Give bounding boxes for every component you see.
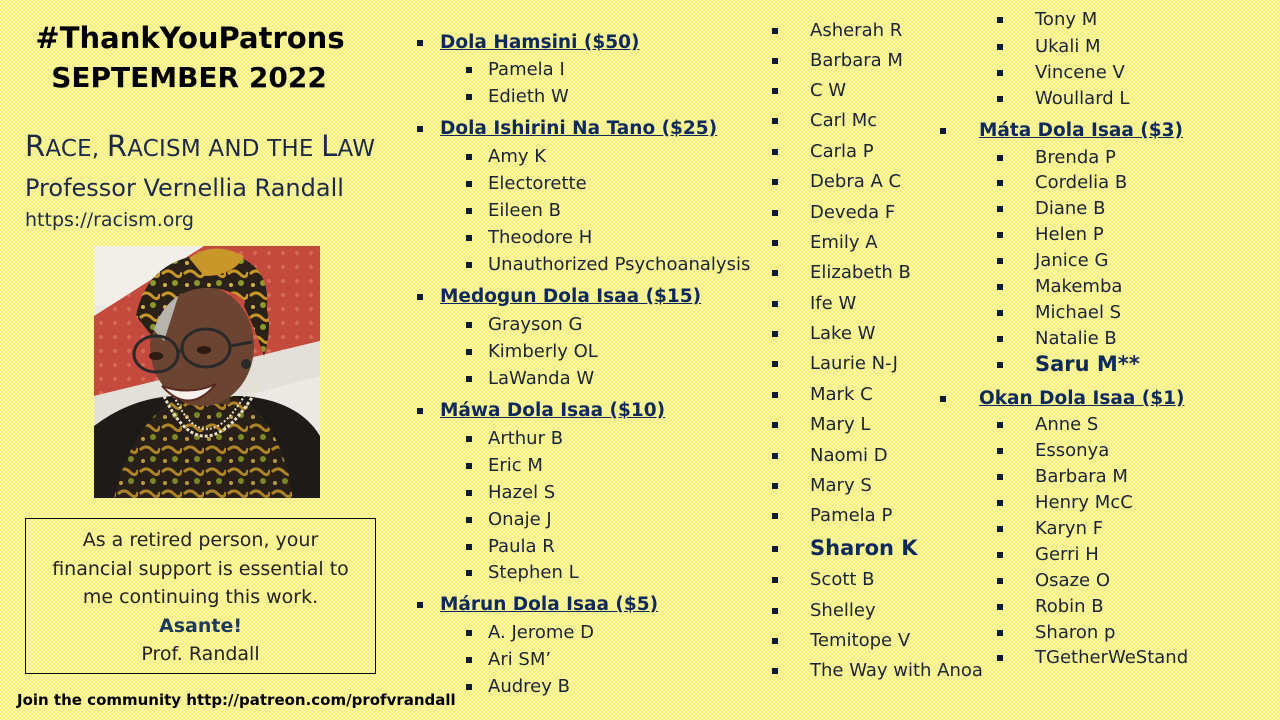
name-bullet-icon	[466, 322, 472, 328]
tier-bullet-icon	[940, 396, 946, 402]
name-bullet-icon	[997, 552, 1003, 558]
name-bullet-icon	[997, 422, 1003, 428]
name-bullet-icon	[466, 517, 472, 523]
patron-name-naomi-d: Naomi D	[810, 445, 888, 466]
name-bullet-icon	[997, 336, 1003, 342]
name-bullet-icon	[466, 262, 472, 268]
patron-name-carl-mc: Carl Mc	[810, 110, 878, 131]
name-bullet-icon	[997, 155, 1003, 161]
portrait-illustration	[94, 246, 320, 498]
name-bullet-icon	[772, 546, 778, 552]
note-line-1: As a retired person, your	[82, 529, 319, 551]
patron-name-vincene-v: Vincene V	[1035, 62, 1125, 83]
month-title: SEPTEMBER 2022	[51, 61, 327, 94]
name-bullet-icon	[997, 180, 1003, 186]
patron-name-diane-b: Diane B	[1035, 198, 1106, 219]
hashtag-title: #ThankYouPatrons	[35, 21, 345, 55]
note-signature: Prof. Randall	[141, 643, 260, 665]
name-bullet-icon	[772, 608, 778, 614]
tier-heading-okan-dola-isaa-1: Okan Dola Isaa ($1)	[979, 388, 1185, 409]
name-bullet-icon	[997, 96, 1003, 102]
patron-name-janice-g: Janice G	[1035, 250, 1109, 271]
name-bullet-icon	[772, 118, 778, 124]
name-bullet-icon	[997, 655, 1003, 661]
note-thanks: Asante!	[159, 614, 242, 637]
patron-name-laurie-n-j: Laurie N-J	[810, 353, 898, 374]
professor-name: Professor Vernellia Randall	[25, 174, 344, 202]
join-community-link[interactable]: Join the community http://patreon.com/profvrandall	[17, 691, 456, 709]
name-bullet-icon	[997, 232, 1003, 238]
name-bullet-icon	[997, 70, 1003, 76]
tier-heading-m-wa-dola-isaa-10: Máwa Dola Isaa ($10)	[440, 400, 666, 421]
name-bullet-icon	[466, 544, 472, 550]
name-bullet-icon	[466, 463, 472, 469]
patron-name-amy-k: Amy K	[488, 146, 547, 167]
name-bullet-icon	[997, 17, 1003, 23]
patron-name-robin-b: Robin B	[1035, 596, 1104, 617]
patron-name-barbara-m: Barbara M	[810, 50, 903, 71]
patron-name-barbara-m: Barbara M	[1035, 466, 1128, 487]
name-bullet-icon	[997, 284, 1003, 290]
name-bullet-icon	[466, 376, 472, 382]
name-bullet-icon	[466, 684, 472, 690]
patron-name-emily-a: Emily A	[810, 232, 878, 253]
name-bullet-icon	[772, 210, 778, 216]
patron-name-shelley: Shelley	[810, 600, 876, 621]
name-bullet-icon	[772, 483, 778, 489]
patron-name-natalie-b: Natalie B	[1035, 328, 1117, 349]
name-bullet-icon	[772, 392, 778, 398]
name-bullet-icon	[772, 179, 778, 185]
patron-name-essonya: Essonya	[1035, 440, 1110, 461]
course-cap-r2: R	[106, 129, 128, 163]
course-title	[25, 126, 375, 169]
patron-name-anne-s: Anne S	[1035, 414, 1099, 435]
patron-name-arthur-b: Arthur B	[488, 428, 564, 449]
patron-name-carla-p: Carla P	[810, 141, 874, 162]
name-bullet-icon	[772, 422, 778, 428]
tier-bullet-icon	[417, 40, 423, 46]
tier-heading-m-ta-dola-isaa-3: Máta Dola Isaa ($3)	[979, 120, 1183, 141]
tier-bullet-icon	[417, 126, 423, 132]
patron-name-audrey-b: Audrey B	[488, 676, 570, 697]
patron-name-karyn-f: Karyn F	[1035, 518, 1104, 539]
patron-name-debra-a-c: Debra A C	[810, 171, 902, 192]
tier-heading-dola-ishirini-na-tano-25: Dola Ishirini Na Tano ($25)	[440, 118, 718, 139]
patron-name-brenda-p: Brenda P	[1035, 147, 1116, 168]
patron-name-temitope-v: Temitope V	[810, 630, 911, 651]
patron-name-lake-w: Lake W	[810, 323, 876, 344]
patron-name-electorette: Electorette	[488, 173, 587, 194]
name-bullet-icon	[997, 578, 1003, 584]
patron-name-osaze-o: Osaze O	[1035, 570, 1110, 591]
patron-name-sharon-k: Sharon K	[810, 536, 918, 560]
name-bullet-icon	[772, 28, 778, 34]
patron-name-tgetherwestand: TGetherWeStand	[1035, 647, 1189, 668]
patron-name-eric-m: Eric M	[488, 455, 543, 476]
note-line-3: me continuing this work.	[82, 586, 319, 608]
support-note-box	[25, 518, 376, 674]
patron-name-ife-w: Ife W	[810, 293, 857, 314]
patron-name-onaje-j: Onaje J	[488, 509, 552, 530]
name-bullet-icon	[466, 490, 472, 496]
name-bullet-icon	[997, 448, 1003, 454]
name-bullet-icon	[772, 453, 778, 459]
name-bullet-icon	[466, 67, 472, 73]
patron-name-pamela-p: Pamela P	[810, 505, 893, 526]
course-cap-r1: R	[25, 129, 46, 163]
tier-bullet-icon	[940, 128, 946, 134]
website-link[interactable]: https://racism.org	[25, 209, 194, 231]
patron-name-edieth-w: Edieth W	[488, 86, 569, 107]
patron-name-c-w: C W	[810, 80, 847, 101]
name-bullet-icon	[997, 604, 1003, 610]
name-bullet-icon	[772, 58, 778, 64]
patron-name-ukali-m: Ukali M	[1035, 36, 1101, 57]
patron-name-stephen-l: Stephen L	[488, 562, 579, 583]
name-bullet-icon	[997, 258, 1003, 264]
patron-name-makemba: Makemba	[1035, 276, 1123, 297]
course-part-2: ACISM AND THE	[127, 136, 322, 162]
name-bullet-icon	[772, 668, 778, 674]
name-bullet-icon	[997, 44, 1003, 50]
patron-name-henry-mcc: Henry McC	[1035, 492, 1133, 513]
course-cap-l: L	[321, 129, 338, 163]
note-line-2: financial support is essential to	[52, 557, 349, 580]
name-bullet-icon	[466, 181, 472, 187]
tier-heading-m-run-dola-isaa-5: Márun Dola Isaa ($5)	[440, 594, 659, 615]
patron-name-elizabeth-b: Elizabeth B	[810, 262, 911, 283]
patron-name-ari-sm: Ari SM’	[488, 649, 552, 670]
patron-name-lawanda-w: LaWanda W	[488, 368, 595, 389]
name-bullet-icon	[997, 526, 1003, 532]
name-bullet-icon	[772, 301, 778, 307]
patron-name-grayson-g: Grayson G	[488, 314, 583, 335]
tier-bullet-icon	[417, 408, 423, 414]
patron-name-mary-s: Mary S	[810, 475, 872, 496]
patron-name-paula-r: Paula R	[488, 536, 555, 557]
name-bullet-icon	[772, 577, 778, 583]
course-part-3: AW	[337, 136, 376, 162]
patron-name-mary-l: Mary L	[810, 414, 871, 435]
patron-name-asherah-r: Asherah R	[810, 20, 903, 41]
patron-name-sharon-p: Sharon p	[1035, 622, 1116, 643]
patron-name-deveda-f: Deveda F	[810, 202, 896, 223]
patron-name-a-jerome-d: A. Jerome D	[488, 622, 595, 643]
patron-name-saru-m: Saru M**	[1035, 352, 1140, 376]
name-bullet-icon	[997, 474, 1003, 480]
name-bullet-icon	[997, 362, 1003, 368]
name-bullet-icon	[466, 154, 472, 160]
tier-heading-dola-hamsini-50: Dola Hamsini ($50)	[440, 32, 640, 53]
name-bullet-icon	[997, 500, 1003, 506]
patron-name-kimberly-ol: Kimberly OL	[488, 341, 598, 362]
patron-name-helen-p: Helen P	[1035, 224, 1104, 245]
name-bullet-icon	[772, 240, 778, 246]
patron-name-pamela-i: Pamela I	[488, 59, 565, 80]
name-bullet-icon	[466, 349, 472, 355]
patron-name-unauthorized-psychoanalysis: Unauthorized Psychoanalysis	[488, 254, 751, 275]
name-bullet-icon	[772, 149, 778, 155]
tier-bullet-icon	[417, 294, 423, 300]
tier-bullet-icon	[417, 602, 423, 608]
patron-name-mark-c: Mark C	[810, 384, 873, 405]
name-bullet-icon	[772, 638, 778, 644]
name-bullet-icon	[466, 94, 472, 100]
name-bullet-icon	[772, 331, 778, 337]
name-bullet-icon	[997, 630, 1003, 636]
patron-name-scott-b: Scott B	[810, 569, 875, 590]
patron-name-eileen-b: Eileen B	[488, 200, 562, 221]
patron-name-cordelia-b: Cordelia B	[1035, 172, 1128, 193]
course-part-1: ACE,	[45, 136, 107, 162]
patron-name-woullard-l: Woullard L	[1035, 88, 1130, 109]
tier-heading-medogun-dola-isaa-15: Medogun Dola Isaa ($15)	[440, 286, 702, 307]
name-bullet-icon	[772, 270, 778, 276]
name-bullet-icon	[466, 657, 472, 663]
patron-name-michael-s: Michael S	[1035, 302, 1122, 323]
name-bullet-icon	[466, 235, 472, 241]
name-bullet-icon	[772, 513, 778, 519]
patron-name-theodore-h: Theodore H	[488, 227, 593, 248]
name-bullet-icon	[772, 361, 778, 367]
name-bullet-icon	[772, 88, 778, 94]
patron-name-gerri-h: Gerri H	[1035, 544, 1099, 565]
patron-name-the-way-with-anoa: The Way with Anoa	[810, 660, 983, 681]
name-bullet-icon	[997, 310, 1003, 316]
name-bullet-icon	[997, 206, 1003, 212]
professor-photo	[94, 246, 320, 498]
patron-name-tony-m: Tony M	[1035, 9, 1098, 30]
name-bullet-icon	[466, 436, 472, 442]
name-bullet-icon	[466, 630, 472, 636]
patron-name-hazel-s: Hazel S	[488, 482, 556, 503]
name-bullet-icon	[466, 208, 472, 214]
name-bullet-icon	[466, 570, 472, 576]
